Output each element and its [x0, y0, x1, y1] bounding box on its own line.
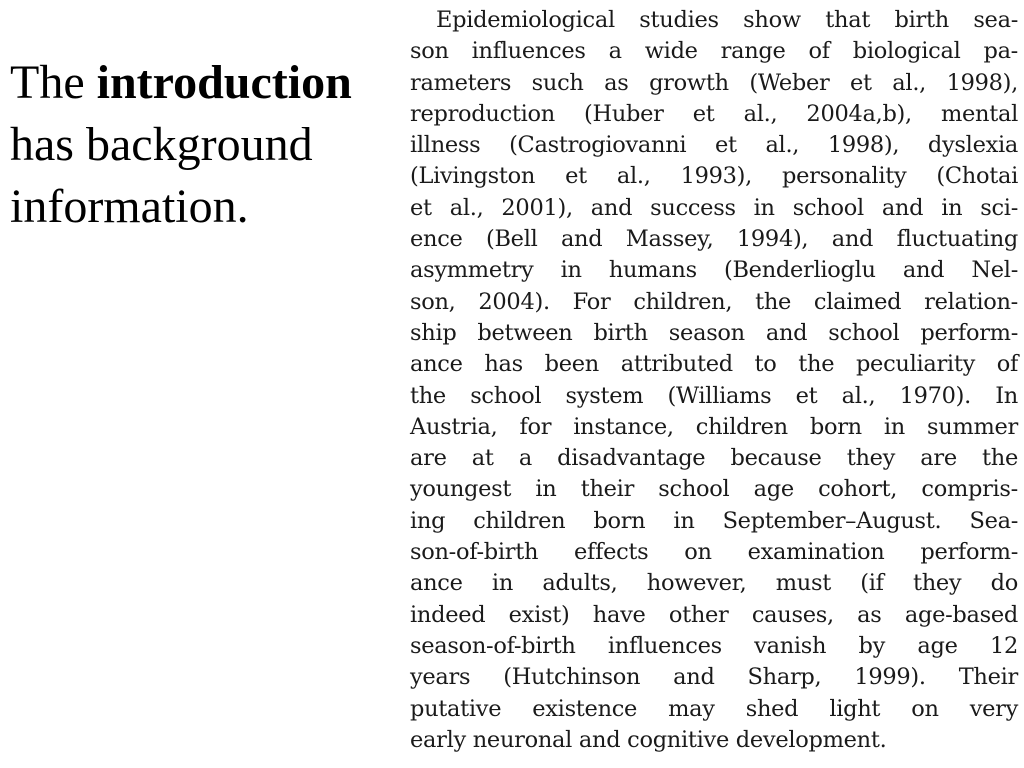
excerpt-line: Austria, for instance, children born in summer: [410, 413, 1018, 440]
excerpt-line: illness (Castrogiovanni et al., 1998), dyslexia: [410, 132, 1018, 159]
excerpt-line: (Livingston et al., 1993), personality (Chotai: [410, 163, 1018, 190]
excerpt-line: youngest in their school age cohort, compris-: [410, 476, 1018, 503]
excerpt-line: ance in adults, however, must (if they do: [410, 570, 1018, 597]
excerpt-line: early neuronal and cognitive development.: [410, 726, 887, 753]
caption-line-1: [10, 52, 390, 114]
excerpt-line: ing children born in September–August. Sea-: [410, 507, 1018, 534]
excerpt-line: season-of-birth influences vanish by age 12: [410, 632, 1018, 659]
slide-caption: [10, 52, 390, 238]
excerpt-line: reproduction (Huber et al., 2004a,b), mental: [410, 100, 1018, 127]
caption-emphasis-introduction: introduction: [96, 56, 352, 109]
excerpt-line: et al., 2001), and success in school and in sci-: [410, 194, 1018, 221]
excerpt-line: rameters such as growth (Weber et al., 1998),: [410, 69, 1018, 96]
caption-line-3: information.: [10, 180, 249, 233]
excerpt-line: son influences a wide range of biological pa-: [410, 38, 1018, 65]
excerpt-line: son-of-birth effects on examination perform-: [410, 539, 1018, 566]
excerpt-line: are at a disadvantage because they are the: [410, 445, 1018, 472]
paper-excerpt-image: [400, 0, 1020, 768]
excerpt-line: the school system (Williams et al., 1970). In: [410, 382, 1018, 409]
paper-excerpt-text: [410, 5, 1018, 756]
excerpt-line: son, 2004). For children, the claimed relation-: [410, 288, 1018, 315]
excerpt-line: ship between birth season and school perform-: [410, 319, 1018, 346]
caption-line-2: has background: [10, 118, 313, 171]
excerpt-line: indeed exist) have other causes, as age-based: [410, 601, 1018, 628]
excerpt-line: putative existence may shed light on very: [410, 695, 1018, 722]
excerpt-line: ance has been attributed to the peculiarity of: [410, 351, 1018, 378]
excerpt-line: ence (Bell and Massey, 1994), and fluctuating: [410, 226, 1018, 253]
excerpt-line: years (Hutchinson and Sharp, 1999). Their: [410, 664, 1018, 691]
excerpt-line: asymmetry in humans (Benderlioglu and Nel-: [410, 257, 1018, 284]
excerpt-line: Epidemiological studies show that birth sea-: [436, 7, 1018, 33]
caption-text-the: The: [10, 56, 97, 109]
